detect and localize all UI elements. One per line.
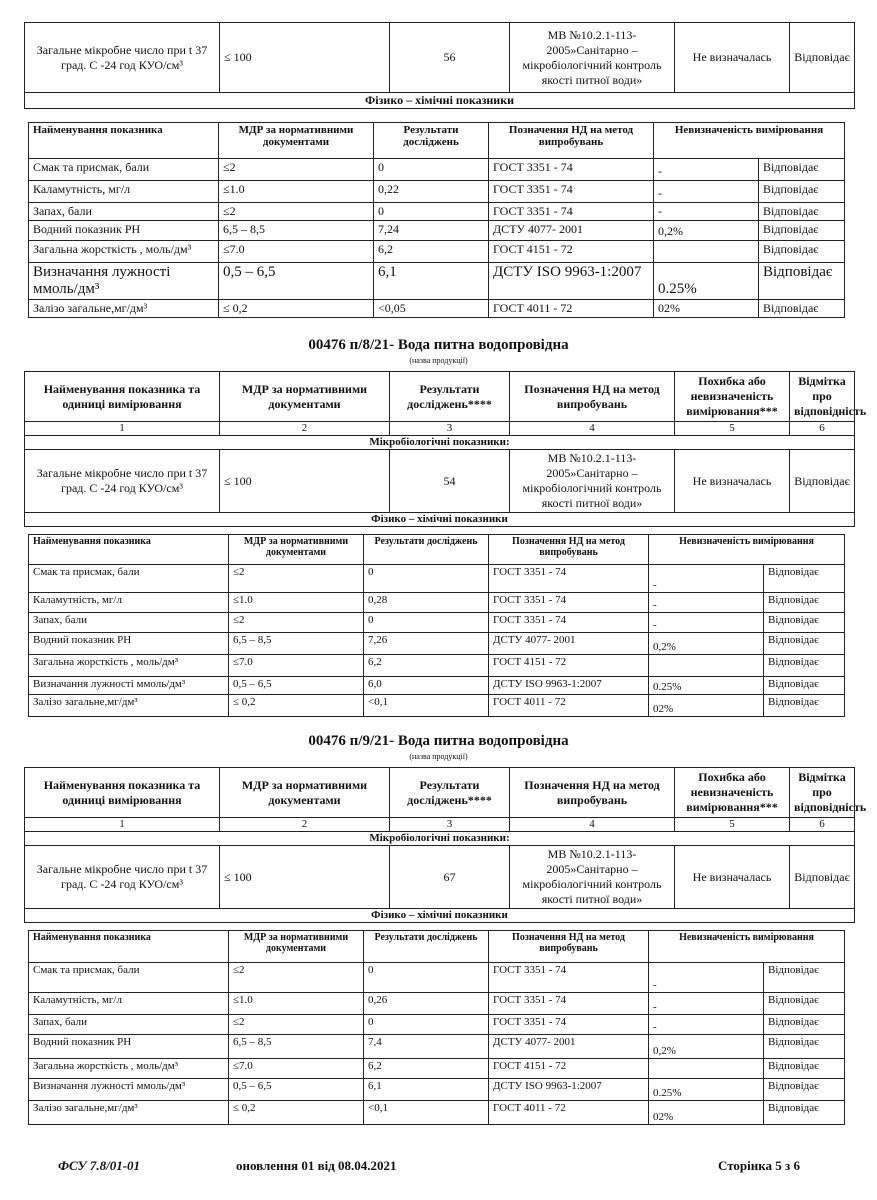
row-result: 0: [374, 203, 489, 221]
row-mdr: ≤2: [229, 613, 364, 633]
micro-result: 67: [390, 846, 510, 909]
col-num: 2: [220, 422, 390, 436]
row-method: ДСТУ 4077- 2001: [489, 221, 654, 241]
phys-header-name: Найменування показника: [29, 931, 229, 963]
col-num: 1: [25, 422, 220, 436]
phys-section-title: Фізико – хімічні показники: [25, 513, 855, 527]
table-row: [29, 655, 845, 677]
header-uncert: Похибка або невизначеність вимірювання***: [675, 372, 790, 422]
update-note: оновлення 01 від 08.04.2021: [236, 1158, 397, 1173]
col-num: 5: [675, 422, 790, 436]
row-mark: Відповідає: [759, 241, 845, 263]
row-mdr: ≤ 0,2: [219, 300, 374, 318]
row-uncert: -: [654, 159, 759, 181]
row-result: 6,2: [364, 1059, 489, 1079]
header-mdr: МДР за нормативними документами: [220, 372, 390, 422]
header-uncert: Похибка або невизначеність вимірювання***: [675, 768, 790, 818]
row-uncert: -: [649, 565, 764, 593]
row-name: Запах, бали: [29, 613, 229, 633]
top-phys-table: [28, 122, 845, 318]
row-mdr: ≤7.0: [219, 241, 374, 263]
row-uncert: 02%: [649, 1101, 764, 1125]
row-result: 0: [364, 613, 489, 633]
row-method: ГОСТ 3351 - 74: [489, 1015, 649, 1035]
row-name: Загальна жорсткість , моль/дм³: [29, 1059, 229, 1079]
row-uncert: 02%: [649, 695, 764, 717]
phys-header-method: Позначення НД на метод випробувань: [489, 535, 649, 565]
form-code: ФСУ 7.8/01-01: [58, 1158, 141, 1173]
row-result: 6,2: [364, 655, 489, 677]
phys-header-uncert: Невизначеність вимірювання: [654, 123, 845, 159]
sample2-main-table: [24, 371, 867, 527]
row-mdr: ≤2: [219, 159, 374, 181]
row-mdr: 6,5 – 8,5: [229, 633, 364, 655]
row-method: ДСТУ ISO 9963-1:2007: [489, 263, 654, 300]
micro-mark: Відповідає: [790, 846, 855, 909]
row-mark: Відповідає: [764, 1101, 845, 1125]
header-result: Результати досліджень****: [390, 372, 510, 422]
row-mark: Відповідає: [764, 993, 845, 1015]
row-name: Визначання лужності ммоль/дм³: [29, 677, 229, 695]
micro-method: МВ №10.2.1-113-2005»Санітарно – мікробіологічний контроль якості питної води»: [510, 450, 675, 513]
row-method: ДСТУ 4077- 2001: [489, 633, 649, 655]
row-uncert: [649, 1059, 764, 1079]
row-mark: Відповідає: [764, 1035, 845, 1059]
sample-title: 00476 п/9/21- Вода питна водопровідна: [308, 733, 569, 749]
col-num: 1: [25, 818, 220, 832]
table-row: [29, 993, 845, 1015]
row-name: Смак та присмак, бали: [29, 159, 219, 181]
row-uncert: 0.25%: [649, 1079, 764, 1101]
row-result: 7,26: [364, 633, 489, 655]
header-name: Найменування показника та одиниці вимірювання: [25, 372, 220, 422]
row-mdr: ≤1.0: [219, 181, 374, 203]
row-name: Водний показник РН: [29, 633, 229, 655]
header-name: Найменування показника та одиниці вимірювання: [25, 768, 220, 818]
row-mark: Відповідає: [764, 1015, 845, 1035]
table-row: [29, 241, 845, 263]
sample2-phys-table: [28, 534, 845, 717]
row-name: Каламутність, мг/л: [29, 993, 229, 1015]
row-method: ГОСТ 3351 - 74: [489, 181, 654, 203]
row-result: 6,1: [374, 263, 489, 300]
table-row: [29, 593, 845, 613]
row-method: ГОСТ 4151 - 72: [489, 1059, 649, 1079]
row-method: ДСТУ 4077- 2001: [489, 1035, 649, 1059]
row-name: Запах, бали: [29, 203, 219, 221]
col-num: 3: [390, 422, 510, 436]
table-row: [29, 1059, 845, 1079]
row-mark: Відповідає: [764, 633, 845, 655]
table-row: [29, 181, 845, 203]
row-mark: Відповідає: [764, 593, 845, 613]
phys-header-result: Результати досліджень: [374, 123, 489, 159]
row-mdr: ≤2: [229, 963, 364, 993]
row-name: Водний показник РН: [29, 221, 219, 241]
row-uncert: [649, 655, 764, 677]
row-method: ГОСТ 4151 - 72: [489, 241, 654, 263]
micro-section-title: Мікробіологічні показники:: [25, 436, 855, 450]
row-mark: Відповідає: [759, 159, 845, 181]
header-mark: Відмітка про відповідність: [790, 372, 855, 422]
sample-subtitle: (назва продукції): [409, 752, 468, 761]
row-result: <0,05: [374, 300, 489, 318]
row-uncert: 02%: [654, 300, 759, 318]
col-num: 6: [790, 818, 855, 832]
row-name: Визначання лужності ммоль/дм³: [29, 263, 219, 300]
row-name: Загальна жорсткість , моль/дм³: [29, 241, 219, 263]
row-result: 0,26: [364, 993, 489, 1015]
table-row: [29, 1015, 845, 1035]
row-method: ГОСТ 4011 - 72: [489, 695, 649, 717]
row-result: 0: [364, 1015, 489, 1035]
row-mdr: ≤1.0: [229, 593, 364, 613]
row-method: ГОСТ 3351 - 74: [489, 203, 654, 221]
row-mark: Відповідає: [764, 695, 845, 717]
col-num: 3: [390, 818, 510, 832]
row-uncert: -: [654, 203, 759, 221]
micro-result: 54: [390, 450, 510, 513]
header-method: Позначення НД на метод випробувань: [510, 768, 675, 818]
table-row: [29, 1101, 845, 1125]
row-mdr: 6,5 – 8,5: [219, 221, 374, 241]
row-name: Каламутність, мг/л: [29, 593, 229, 613]
row-mark: Відповідає: [764, 963, 845, 993]
table-row: [29, 1035, 845, 1059]
row-name: Залізо загальне,мг/дм³: [29, 1101, 229, 1125]
row-uncert: -: [649, 963, 764, 993]
row-result: <0,1: [364, 695, 489, 717]
row-uncert: -: [649, 613, 764, 633]
row-mark: Відповідає: [759, 263, 845, 300]
micro-mdr: ≤ 100: [220, 450, 390, 513]
col-num: 5: [675, 818, 790, 832]
col-num: 6: [790, 422, 855, 436]
row-mark: Відповідає: [759, 181, 845, 203]
row-method: ГОСТ 3351 - 74: [489, 613, 649, 633]
row-mdr: 0,5 – 6,5: [229, 677, 364, 695]
row-method: ДСТУ ISO 9963-1:2007: [489, 1079, 649, 1101]
row-result: <0,1: [364, 1101, 489, 1125]
header-method: Позначення НД на метод випробувань: [510, 372, 675, 422]
row-result: 0: [364, 963, 489, 993]
row-uncert: -: [654, 181, 759, 203]
phys-header-method: Позначення НД на метод випробувань: [489, 931, 649, 963]
row-name: Загальна жорсткість , моль/дм³: [29, 655, 229, 677]
phys-header-name: Найменування показника: [29, 123, 219, 159]
table-row: [29, 300, 845, 318]
table-row: [29, 263, 845, 300]
table-row: [29, 633, 845, 655]
row-method: ГОСТ 3351 - 74: [489, 159, 654, 181]
sample-subtitle: (назва продукції): [409, 356, 468, 365]
row-method: ГОСТ 4151 - 72: [489, 655, 649, 677]
col-num: 4: [510, 422, 675, 436]
row-result: 6,0: [364, 677, 489, 695]
sample-title: 00476 п/8/21- Вода питна водопровідна: [308, 337, 569, 353]
row-uncert: -: [649, 593, 764, 613]
micro-name: Загальне мікробне число при t 37 град. С -24 год КУО/см³: [25, 450, 220, 513]
row-name: Запах, бали: [29, 1015, 229, 1035]
phys-header-mdr: МДР за нормативними документами: [229, 931, 364, 963]
phys-header-mdr: МДР за нормативними документами: [219, 123, 374, 159]
row-mdr: 0,5 – 6,5: [229, 1079, 364, 1101]
row-mdr: ≤2: [229, 1015, 364, 1035]
row-mark: Відповідає: [759, 300, 845, 318]
row-name: Смак та присмак, бали: [29, 565, 229, 593]
table-row: [29, 613, 845, 633]
row-mdr: ≤ 0,2: [229, 1101, 364, 1125]
sample3-main-table: [24, 767, 867, 923]
table-row: [29, 221, 845, 241]
page-number: Сторінка 5 з 6: [718, 1158, 801, 1173]
header-mark: Відмітка про відповідність: [790, 768, 855, 818]
row-mark: Відповідає: [764, 565, 845, 593]
phys-header-uncert: Невизначеність вимірювання: [649, 931, 845, 963]
header-mdr: МДР за нормативними документами: [220, 768, 390, 818]
row-result: 7,24: [374, 221, 489, 241]
row-mark: Відповідає: [764, 677, 845, 695]
micro-mdr: ≤ 100: [220, 846, 390, 909]
micro-result: 56: [390, 23, 510, 93]
row-method: ГОСТ 4011 - 72: [489, 1101, 649, 1125]
phys-section-title: Фізико – хімічні показники: [25, 93, 855, 109]
row-mark: Відповідає: [764, 1079, 845, 1101]
phys-header-result: Результати досліджень: [364, 931, 489, 963]
row-uncert: [654, 241, 759, 263]
row-uncert: 0,2%: [649, 1035, 764, 1059]
row-mdr: 6,5 – 8,5: [229, 1035, 364, 1059]
table-row: [29, 963, 845, 993]
phys-header-mdr: МДР за нормативними документами: [229, 535, 364, 565]
row-name: Визначання лужності ммоль/дм³: [29, 1079, 229, 1101]
row-name: Смак та присмак, бали: [29, 963, 229, 993]
row-result: 7,4: [364, 1035, 489, 1059]
row-method: ГОСТ 3351 - 74: [489, 565, 649, 593]
row-mark: Відповідає: [759, 203, 845, 221]
phys-header-method: Позначення НД на метод випробувань: [489, 123, 654, 159]
row-name: Залізо загальне,мг/дм³: [29, 300, 219, 318]
row-mdr: ≤2: [219, 203, 374, 221]
phys-header-uncert: Невизначеність вимірювання: [649, 535, 845, 565]
row-mdr: ≤1.0: [229, 993, 364, 1015]
micro-section-title: Мікробіологічні показники:: [25, 832, 855, 846]
micro-name: Загальне мікробне число при t 37 град. С -24 год КУО/см³: [25, 23, 220, 93]
row-uncert: 0,2%: [649, 633, 764, 655]
row-mdr: ≤ 0,2: [229, 695, 364, 717]
table-row: [29, 203, 845, 221]
micro-name: Загальне мікробне число при t 37 град. С -24 год КУО/см³: [25, 846, 220, 909]
micro-method: МВ №10.2.1-113-2005»Санітарно – мікробіологічний контроль якості питної води»: [510, 846, 675, 909]
row-mdr: ≤7.0: [229, 655, 364, 677]
row-mark: Відповідає: [759, 221, 845, 241]
top-micro-table: [24, 22, 855, 109]
row-name: Водний показник РН: [29, 1035, 229, 1059]
micro-mark: Відповідає: [790, 23, 855, 93]
row-name: Залізо загальне,мг/дм³: [29, 695, 229, 717]
table-row: [29, 677, 845, 695]
table-row: [29, 1079, 845, 1101]
row-mdr: ≤2: [229, 565, 364, 593]
col-num: 2: [220, 818, 390, 832]
row-result: 6,2: [374, 241, 489, 263]
table-row: [29, 565, 845, 593]
row-method: ГОСТ 3351 - 74: [489, 993, 649, 1015]
row-mark: Відповідає: [764, 1059, 845, 1079]
micro-uncert: Не визначалась: [675, 450, 790, 513]
row-mdr: ≤7.0: [229, 1059, 364, 1079]
table-row: [29, 159, 845, 181]
row-uncert: -: [649, 993, 764, 1015]
phys-section-title: Фізико – хімічні показники: [25, 909, 855, 923]
row-uncert: 0.25%: [649, 677, 764, 695]
row-uncert: -: [649, 1015, 764, 1035]
micro-uncert: Не визначалась: [675, 23, 790, 93]
sample3-phys-table: [28, 930, 845, 1125]
row-method: ГОСТ 4011 - 72: [489, 300, 654, 318]
row-result: 6,1: [364, 1079, 489, 1101]
phys-header-name: Найменування показника: [29, 535, 229, 565]
row-name: Каламутність, мг/л: [29, 181, 219, 203]
row-uncert: 0.25%: [654, 263, 759, 300]
row-result: 0: [374, 159, 489, 181]
header-result: Результати досліджень****: [390, 768, 510, 818]
row-uncert: 0,2%: [654, 221, 759, 241]
micro-uncert: Не визначалась: [675, 846, 790, 909]
phys-header-result: Результати досліджень: [364, 535, 489, 565]
row-mark: Відповідає: [764, 655, 845, 677]
row-method: ГОСТ 3351 - 74: [489, 593, 649, 613]
row-result: 0: [364, 565, 489, 593]
micro-mark: Відповідає: [790, 450, 855, 513]
row-result: 0,22: [374, 181, 489, 203]
table-row: [29, 695, 845, 717]
row-result: 0,28: [364, 593, 489, 613]
row-method: ДСТУ ISO 9963-1:2007: [489, 677, 649, 695]
row-mdr: 0,5 – 6,5: [219, 263, 374, 300]
row-method: ГОСТ 3351 - 74: [489, 963, 649, 993]
row-mark: Відповідає: [764, 613, 845, 633]
micro-mdr: ≤ 100: [220, 23, 390, 93]
micro-method: МВ №10.2.1-113-2005»Санітарно – мікробіологічний контроль якості питної води»: [510, 23, 675, 93]
col-num: 4: [510, 818, 675, 832]
